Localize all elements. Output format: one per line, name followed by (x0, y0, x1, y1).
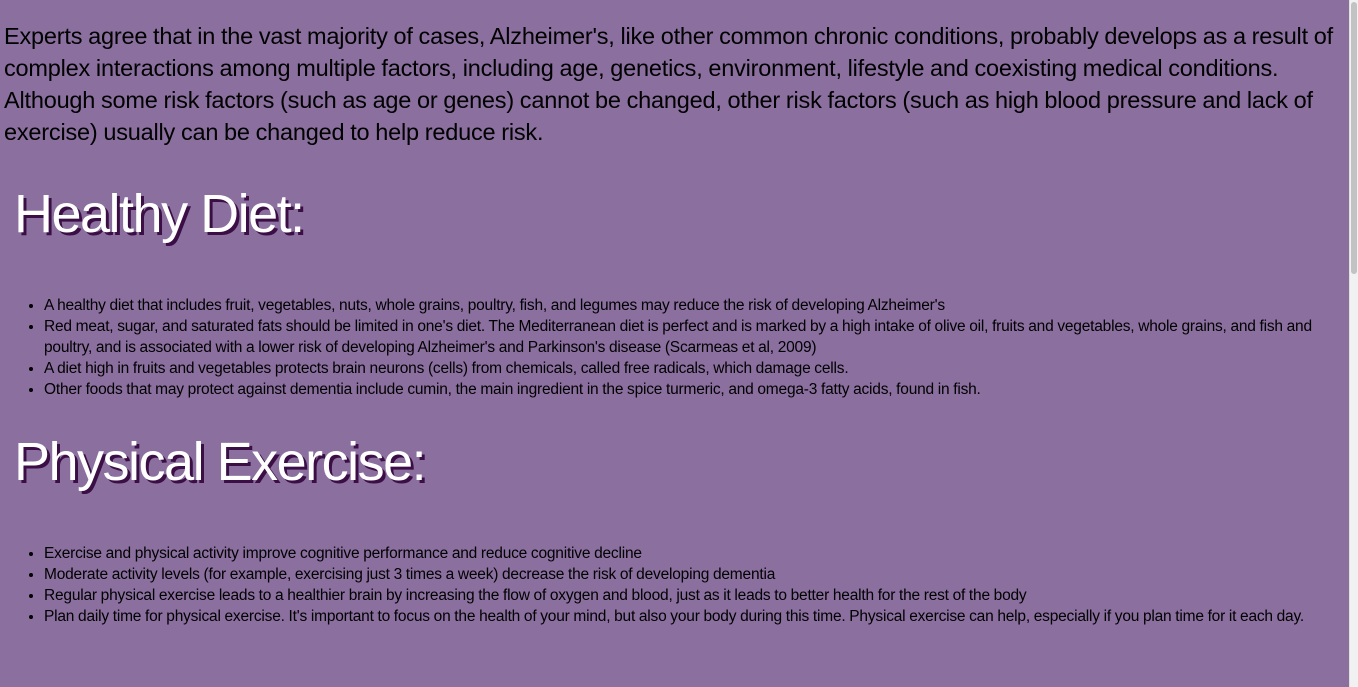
list-item: • Regular physical exercise leads to a healthier brain by increasing the flow of oxygen and blood, just as it leads to better health for the rest of the body (44, 585, 1350, 606)
list-item: • Exercise and physical activity improve cognitive performance and reduce cognitive decline (44, 543, 1350, 564)
list-item: • Plan daily time for physical exercise. It's important to focus on the health of your mind, but also your body during this time. Physical exercise can help, especially if you plan time for it each day. (44, 606, 1350, 627)
physical-exercise-list (0, 543, 1350, 627)
intro-paragraph: Experts agree that in the vast majority of cases, Alzheimer's, like other common chronic conditions, probably develops as a result of complex interactions among multiple factors, including age, genetics, environment, lifestyle and coexisting medical conditions. Although some risk factors (such as age or genes) cannot be changed, other risk factors (such as high blood pressure and lack of exercise) usually can be changed to help reduce risk. (4, 23, 1333, 145)
list-item: • Red meat, sugar, and saturated fats should be limited in one's diet. The Mediterranean diet is perfect and is marked by a high intake of olive oil, fruits and vegetables, whole grains, and fish and poultry, and is associated with a lower risk of developing Alzheimer's and Parkinson's disease (Scarmeas et al, 2009) (44, 316, 1350, 358)
physical-exercise-heading: Physical Exercise: (14, 432, 426, 492)
list-item: • Other foods that may protect against dementia include cumin, the main ingredient in the spice turmeric, and omega-3 fatty acids, found in fish. (44, 379, 1350, 400)
vertical-scrollbar[interactable] (1349, 0, 1358, 687)
healthy-diet-list (0, 295, 1350, 400)
list-item: • A healthy diet that includes fruit, vegetables, nuts, whole grains, poultry, fish, and legumes may reduce the risk of developing Alzheimer's (44, 295, 1350, 316)
scrollbar-thumb[interactable] (1351, 2, 1357, 274)
list-item: • Moderate activity levels (for example, exercising just 3 times a week) decrease the risk of developing dementia (44, 564, 1350, 585)
list-item: • A diet high in fruits and vegetables protects brain neurons (cells) from chemicals, called free radicals, which damage cells. (44, 358, 1350, 379)
healthy-diet-heading: Healthy Diet: (14, 184, 304, 244)
